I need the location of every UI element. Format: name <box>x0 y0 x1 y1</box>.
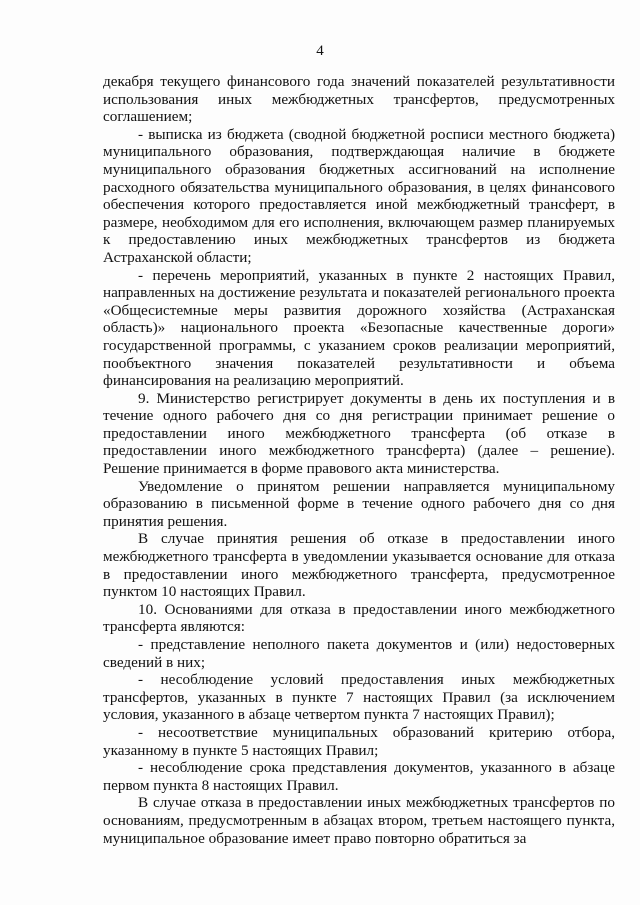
paragraph-budget-extract: - выписка из бюджета (сводной бюджетной росписи местного бюджета) муниципального образования, подтверждающая наличие в бюджете муниципального образования бюджетных ассигнований на исполнение расходного обязательства муниципального образования, в целях финансового обеспечения которого предоставляется иной межбюджетный трансферт, в размере, необходимом для его исполнения, включающем размер планируемых к предоставлению иных межбюджетных трансфертов из бюджета Астраханской области; <box>103 125 615 266</box>
paragraph-clause-9: 9. Министерство регистрирует документы в день их поступления и в течение одного рабочего дня со дня регистрации принимает решение о предоставлении иного межбюджетного трансферта (об отказе в предоставлении иного межбюджетного трансферта) (далее – решение). Решение принимается в форме правового акта министерства. <box>103 389 615 478</box>
paragraph-continuation: декабря текущего финансового года значений показателей результативности использования иных межбюджетных трансфертов, предусмотренных соглашением; <box>103 73 615 126</box>
page-number: 4 <box>316 43 324 59</box>
paragraph-activities-list: - перечень мероприятий, указанных в пункте 2 настоящих Правил, направленных на достижение результата и показателей регионального проекта «Общесистемные меры развития дорожного хозяйства (Астраханская область)» национального проекта «Безопасные качественные дороги» государственной программы, с указанием сроков реализации мероприятий, пообъектного значения показателей результативности и объема финансирования на реализацию мероприятий. <box>103 266 615 390</box>
paragraph-notification: Уведомление о принятом решении направляется муниципальному образованию в письменной форме в течение одного рабочего дня со дня принятия решения. <box>103 477 615 530</box>
paragraph-incomplete-documents: - представление неполного пакета документов и (или) недостоверных сведений в них; <box>103 636 615 671</box>
paragraph-deadline-noncompliance: - несоблюдение срока представления документов, указанного в абзаце первом пункта 8 настоящих Правил. <box>103 759 615 794</box>
paragraph-criteria-mismatch: - несоответствие муниципальных образований критерию отбора, указанному в пункте 5 настоящих Правил; <box>103 723 615 759</box>
paragraph-conditions-noncompliance: - несоблюдение условий предоставления иных межбюджетных трансфертов, указанных в пункте 7 настоящих Правил (за исключением условия, указанного в абзаце четвертом пункта 7 настоящих Правил); <box>103 671 615 724</box>
paragraph-refusal-notice: В случае принятия решения об отказе в предоставлении иного межбюджетного трансферта в уведомлении указывается основание для отказа в предоставлении иного межбюджетного трансферта, предусмотренное пунктом 10 настоящих Правил. <box>103 530 615 601</box>
document-body <box>103 73 615 847</box>
paragraph-clause-10: 10. Основаниями для отказа в предоставлении иного межбюджетного трансферта являются: <box>103 600 615 636</box>
paragraph-reapplication: В случае отказа в предоставлении иных межбюджетных трансфертов по основаниям, предусмотренным в абзацах втором, третьем настоящего пункта, муниципальное образование имеет право повторно обратиться за <box>103 794 615 847</box>
